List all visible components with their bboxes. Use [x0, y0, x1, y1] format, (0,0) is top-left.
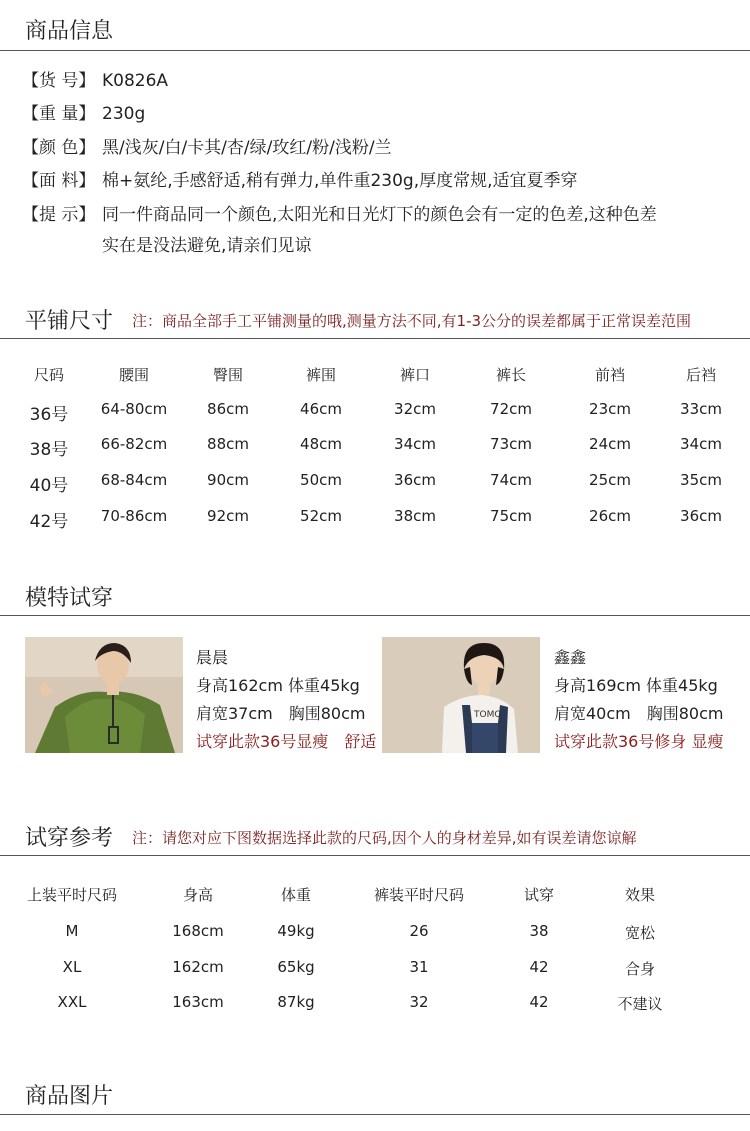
divider: [0, 50, 750, 51]
table-cell: 26: [409, 922, 429, 940]
table-cell: 宽松: [624, 924, 656, 942]
model-measurements: 肩宽40cm 胸围80cm: [554, 704, 724, 723]
table-cell: 40号: [29, 476, 69, 496]
table-cell: 74cm: [490, 471, 532, 489]
table-cell: 34cm: [680, 435, 722, 453]
table-cell: 90cm: [207, 471, 249, 489]
table-cell: 52cm: [300, 507, 342, 525]
info-value: 同一件商品同一个颜色,太阳光和日光灯下的颜色会有一定的色差,这种色差: [102, 205, 657, 225]
table-cell: 38号: [29, 440, 69, 460]
table-cell: 36cm: [394, 471, 436, 489]
table-cell: 64-80cm: [100, 400, 168, 418]
table-cell: 86cm: [207, 400, 249, 418]
info-value: 棉+氨纶,手感舒适,稍有弹力,单件重230g,厚度常规,适宜夏季穿: [102, 171, 578, 191]
table-header-cell: 臀围: [212, 366, 244, 384]
info-value: 实在是没法避免,请亲们见谅: [102, 236, 312, 256]
table-cell: 合身: [624, 960, 656, 978]
model-name: 鑫鑫: [554, 648, 587, 667]
table-cell: 92cm: [207, 507, 249, 525]
table-cell: 33cm: [680, 400, 722, 418]
model-photo-chenchen: [25, 637, 183, 753]
info-label: 【面 料】: [22, 171, 96, 191]
size-table-note: 注：商品全部手工平铺测量的哦,测量方法不同,有1-3公分的误差都属于正常误差范围: [132, 312, 692, 330]
table-cell: 73cm: [490, 435, 532, 453]
table-cell: XL: [62, 958, 82, 976]
fit-reference-note: 注：请您对应下图数据选择此款的尺码,因个人的身材差异,如有误差请您谅解: [132, 829, 637, 847]
table-cell: 50cm: [300, 471, 342, 489]
table-cell: 70-86cm: [100, 507, 168, 525]
info-row-tip: [22, 200, 657, 225]
model-photo-xinxin: [382, 637, 540, 753]
table-cell: 49kg: [277, 922, 315, 940]
table-cell: 36号: [29, 405, 69, 425]
info-label: 【颜 色】: [22, 138, 96, 158]
model-verdict: 试穿此款36号修身 显瘦: [554, 732, 724, 751]
table-cell: 168cm: [172, 922, 224, 940]
table-cell: 88cm: [207, 435, 249, 453]
table-header-cell: 身高: [182, 886, 214, 904]
table-header-cell: 腰围: [118, 366, 150, 384]
svg-text:TOMO: TOMO: [474, 710, 502, 720]
info-row-weight: [22, 99, 145, 124]
info-row-tip-cont: [102, 231, 311, 256]
divider: [0, 615, 750, 616]
table-cell: 36cm: [680, 507, 722, 525]
table-header-cell: 裤口: [399, 366, 431, 384]
table-cell: 66-82cm: [100, 435, 168, 453]
divider: [0, 855, 750, 856]
table-cell: 25cm: [589, 471, 631, 489]
table-header-cell: 裤围: [305, 366, 337, 384]
table-cell: 46cm: [300, 400, 342, 418]
models-title: 模特试穿: [25, 586, 114, 611]
info-row-color: [22, 133, 392, 158]
table-cell: 87kg: [277, 993, 315, 1011]
info-value: 黑/浅灰/白/卡其/杏/绿/玫红/粉/浅粉/兰: [102, 138, 392, 158]
table-cell: 23cm: [589, 400, 631, 418]
table-header-cell: 裤长: [495, 366, 527, 384]
table-cell: XXL: [57, 993, 87, 1011]
table-cell: 26cm: [589, 507, 631, 525]
table-cell: 38cm: [394, 507, 436, 525]
model-measurements: 肩宽37cm 胸围80cm: [196, 704, 366, 723]
table-cell: 72cm: [490, 400, 532, 418]
model-stats: 身高162cm 体重45kg: [196, 676, 360, 695]
table-cell: 75cm: [490, 507, 532, 525]
table-header-cell: 效果: [624, 886, 656, 904]
table-cell: 31: [409, 958, 429, 976]
table-cell: 34cm: [394, 435, 436, 453]
model-stats: 身高169cm 体重45kg: [554, 676, 718, 695]
model-name: 晨晨: [196, 648, 229, 667]
table-cell: 38: [529, 922, 549, 940]
table-cell: 32: [409, 993, 429, 1011]
product-info-title: 商品信息: [25, 19, 114, 44]
table-cell: 42号: [29, 512, 69, 532]
divider: [0, 338, 750, 339]
table-cell: 162cm: [172, 958, 224, 976]
table-cell: 68-84cm: [100, 471, 168, 489]
size-table-title: 平铺尺寸: [25, 309, 114, 334]
info-row-fabric: [22, 166, 578, 191]
info-label: 【货 号】: [22, 71, 96, 91]
model-verdict: 试穿此款36号显瘦 舒适: [196, 732, 377, 751]
info-label: 【重 量】: [22, 104, 96, 124]
table-header-cell: 试穿: [523, 886, 555, 904]
table-header-cell: 尺码: [33, 366, 65, 384]
table-header-cell: 前裆: [594, 366, 626, 384]
divider: [0, 1114, 750, 1115]
table-cell: 42: [529, 958, 549, 976]
info-value: 230g: [102, 104, 146, 124]
table-cell: 163cm: [172, 993, 224, 1011]
table-cell: M: [65, 922, 79, 940]
table-cell: 32cm: [394, 400, 436, 418]
info-row-sku: [22, 66, 168, 91]
info-value: K0826A: [102, 71, 169, 91]
table-cell: 35cm: [680, 471, 722, 489]
table-cell: 不建议: [617, 995, 663, 1013]
table-header-cell: 裤装平时尺码: [373, 886, 465, 904]
info-label: 【提 示】: [22, 205, 96, 225]
fit-reference-title: 试穿参考: [25, 826, 114, 851]
table-cell: 42: [529, 993, 549, 1011]
table-header-cell: 体重: [280, 886, 312, 904]
table-header-cell: 后裆: [685, 366, 717, 384]
table-header-cell: 上装平时尺码: [26, 886, 118, 904]
product-images-title: 商品图片: [25, 1084, 114, 1109]
table-cell: 24cm: [589, 435, 631, 453]
table-cell: 65kg: [277, 958, 315, 976]
table-cell: 48cm: [300, 435, 342, 453]
